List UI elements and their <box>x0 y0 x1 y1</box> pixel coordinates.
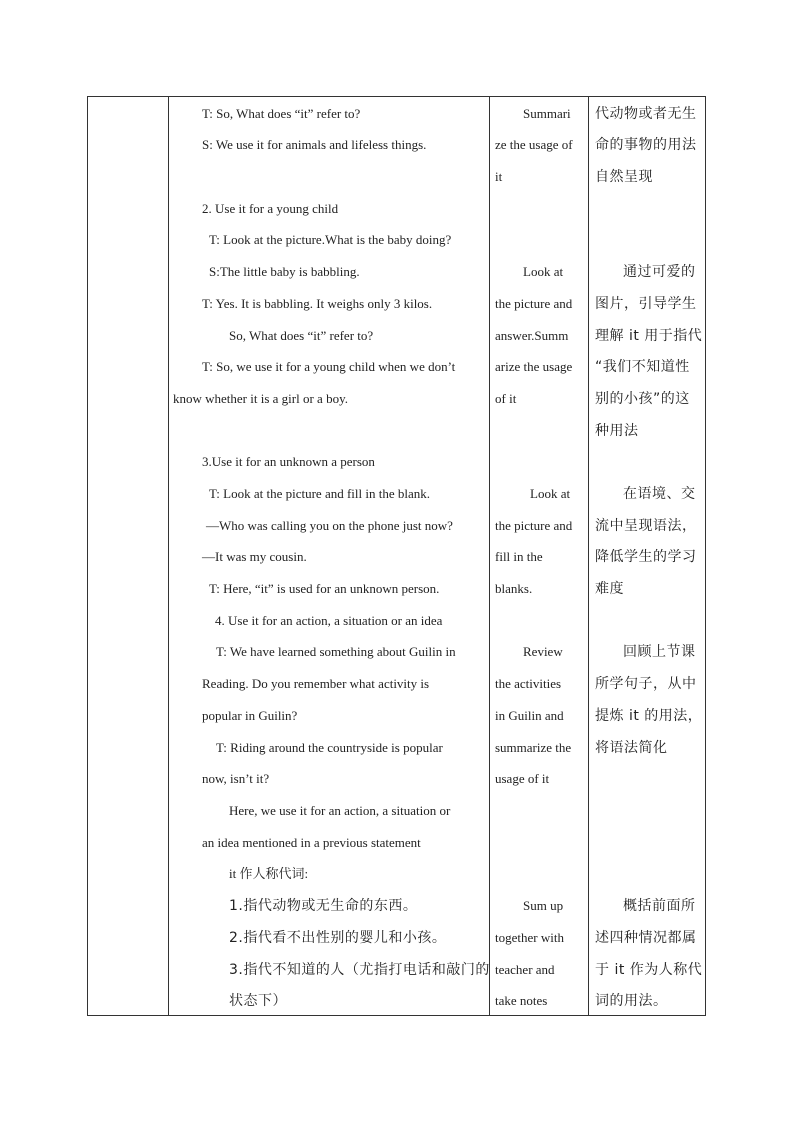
procedure-line: T: So, What does “it” refer to? <box>202 106 361 121</box>
activity-line: Sum up <box>523 898 564 913</box>
column-divider-1 <box>168 97 169 1015</box>
intent-line: “我们不知道性 <box>595 359 690 375</box>
procedure-heading: 3.Use it for an unknown a person <box>202 454 375 469</box>
procedure-line: T: Here, “it” is used for an unknown person. <box>209 581 440 596</box>
activity-line: take notes <box>495 993 548 1008</box>
intent-line: 所学句子，从中 <box>595 676 697 692</box>
intent-line: 代动物或者无生 <box>595 106 697 122</box>
procedure-summary-item: 3.指代不知道的人（尤指打电话和敲门的 <box>229 962 490 978</box>
activity-line: summarize the <box>495 740 572 755</box>
activity-line: answer.Summ <box>495 328 569 343</box>
activity-line: the activities <box>495 676 562 691</box>
intent-line: 回顾上节课 <box>623 644 696 660</box>
activity-line: in Guilin and <box>495 708 564 723</box>
procedure-line: T: Riding around the countryside is popular <box>216 740 443 755</box>
intent-line: 种用法 <box>595 423 639 439</box>
activity-line: arize the usage <box>495 359 573 374</box>
procedure-heading: 2. Use it for a young child <box>202 201 339 216</box>
activity-line: together with <box>495 930 564 945</box>
intent-line: 通过可爱的 <box>623 264 696 280</box>
activity-line: Look at <box>523 264 564 279</box>
procedure-line: an idea mentioned in a previous statement <box>202 835 421 850</box>
activity-line: ze the usage of <box>495 137 573 152</box>
activity-line: of it <box>495 391 517 406</box>
intent-line: 词的用法。 <box>595 993 668 1009</box>
procedure-line: T: Look at the picture.What is the baby doing? <box>209 232 452 247</box>
procedure-line: T: We have learned something about Guilin in <box>216 644 456 659</box>
activity-line: Summari <box>523 106 571 121</box>
intent-line: 难度 <box>595 581 624 597</box>
procedure-line: T: So, we use it for a young child when we don’t <box>202 359 456 374</box>
procedure-line: —Who was calling you on the phone just now? <box>206 518 453 533</box>
intent-line: 图片，引导学生 <box>595 296 697 312</box>
intent-line: 降低学生的学习 <box>595 549 697 565</box>
procedure-line: know whether it is a girl or a boy. <box>173 391 348 406</box>
procedure-line: T: Look at the picture and fill in the blank. <box>209 486 431 501</box>
intent-line: 于 it 作为人称代 <box>595 962 703 978</box>
procedure-line: T: Yes. It is babbling. It weighs only 3 kilos. <box>202 296 433 311</box>
procedure-summary-heading: it 作人称代词: <box>229 866 309 881</box>
activity-line: Look at <box>530 486 571 501</box>
activity-line: the picture and <box>495 518 573 533</box>
procedure-line: So, What does “it” refer to? <box>229 328 374 343</box>
intent-line: 提炼 it 的用法， <box>595 708 703 724</box>
procedure-summary-item: 2.指代看不出性别的婴儿和小孩。 <box>229 930 447 946</box>
activity-line: Review <box>523 644 563 659</box>
intent-line: 概括前面所 <box>623 898 696 914</box>
intent-line: 述四种情况都属 <box>595 930 697 946</box>
intent-line: 命的事物的用法 <box>595 137 697 153</box>
intent-line: 别的小孩”的这 <box>595 391 690 407</box>
procedure-line: —It was my cousin. <box>202 549 307 564</box>
procedure-line: popular in Guilin? <box>202 708 298 723</box>
procedure-line: S:The little baby is babbling. <box>209 264 360 279</box>
column-divider-2 <box>489 97 490 1015</box>
column-divider-3 <box>588 97 589 1015</box>
procedure-line: S: We use it for animals and lifeless things. <box>202 137 427 152</box>
intent-line: 在语境、交 <box>623 486 696 502</box>
intent-line: 将语法简化 <box>595 740 668 756</box>
procedure-summary-item: 状态下） <box>229 993 287 1009</box>
procedure-line: Here, we use it for an action, a situation or <box>229 803 451 818</box>
intent-line: 自然呈现 <box>595 169 653 185</box>
procedure-summary-item: 1.指代动物或无生命的东西。 <box>229 898 418 914</box>
intent-line: 理解 it 用于指代 <box>595 328 703 344</box>
activity-line: it <box>495 169 503 184</box>
activity-line: the picture and <box>495 296 573 311</box>
activity-line: blanks. <box>495 581 533 596</box>
activity-line: teacher and <box>495 962 555 977</box>
procedure-heading: 4. Use it for an action, a situation or an idea <box>215 613 443 628</box>
procedure-line: Reading. Do you remember what activity is <box>202 676 430 691</box>
intent-line: 流中呈现语法， <box>595 518 697 534</box>
procedure-line: now, isn’t it? <box>202 771 270 786</box>
activity-line: fill in the <box>495 549 543 564</box>
activity-line: usage of it <box>495 771 550 786</box>
